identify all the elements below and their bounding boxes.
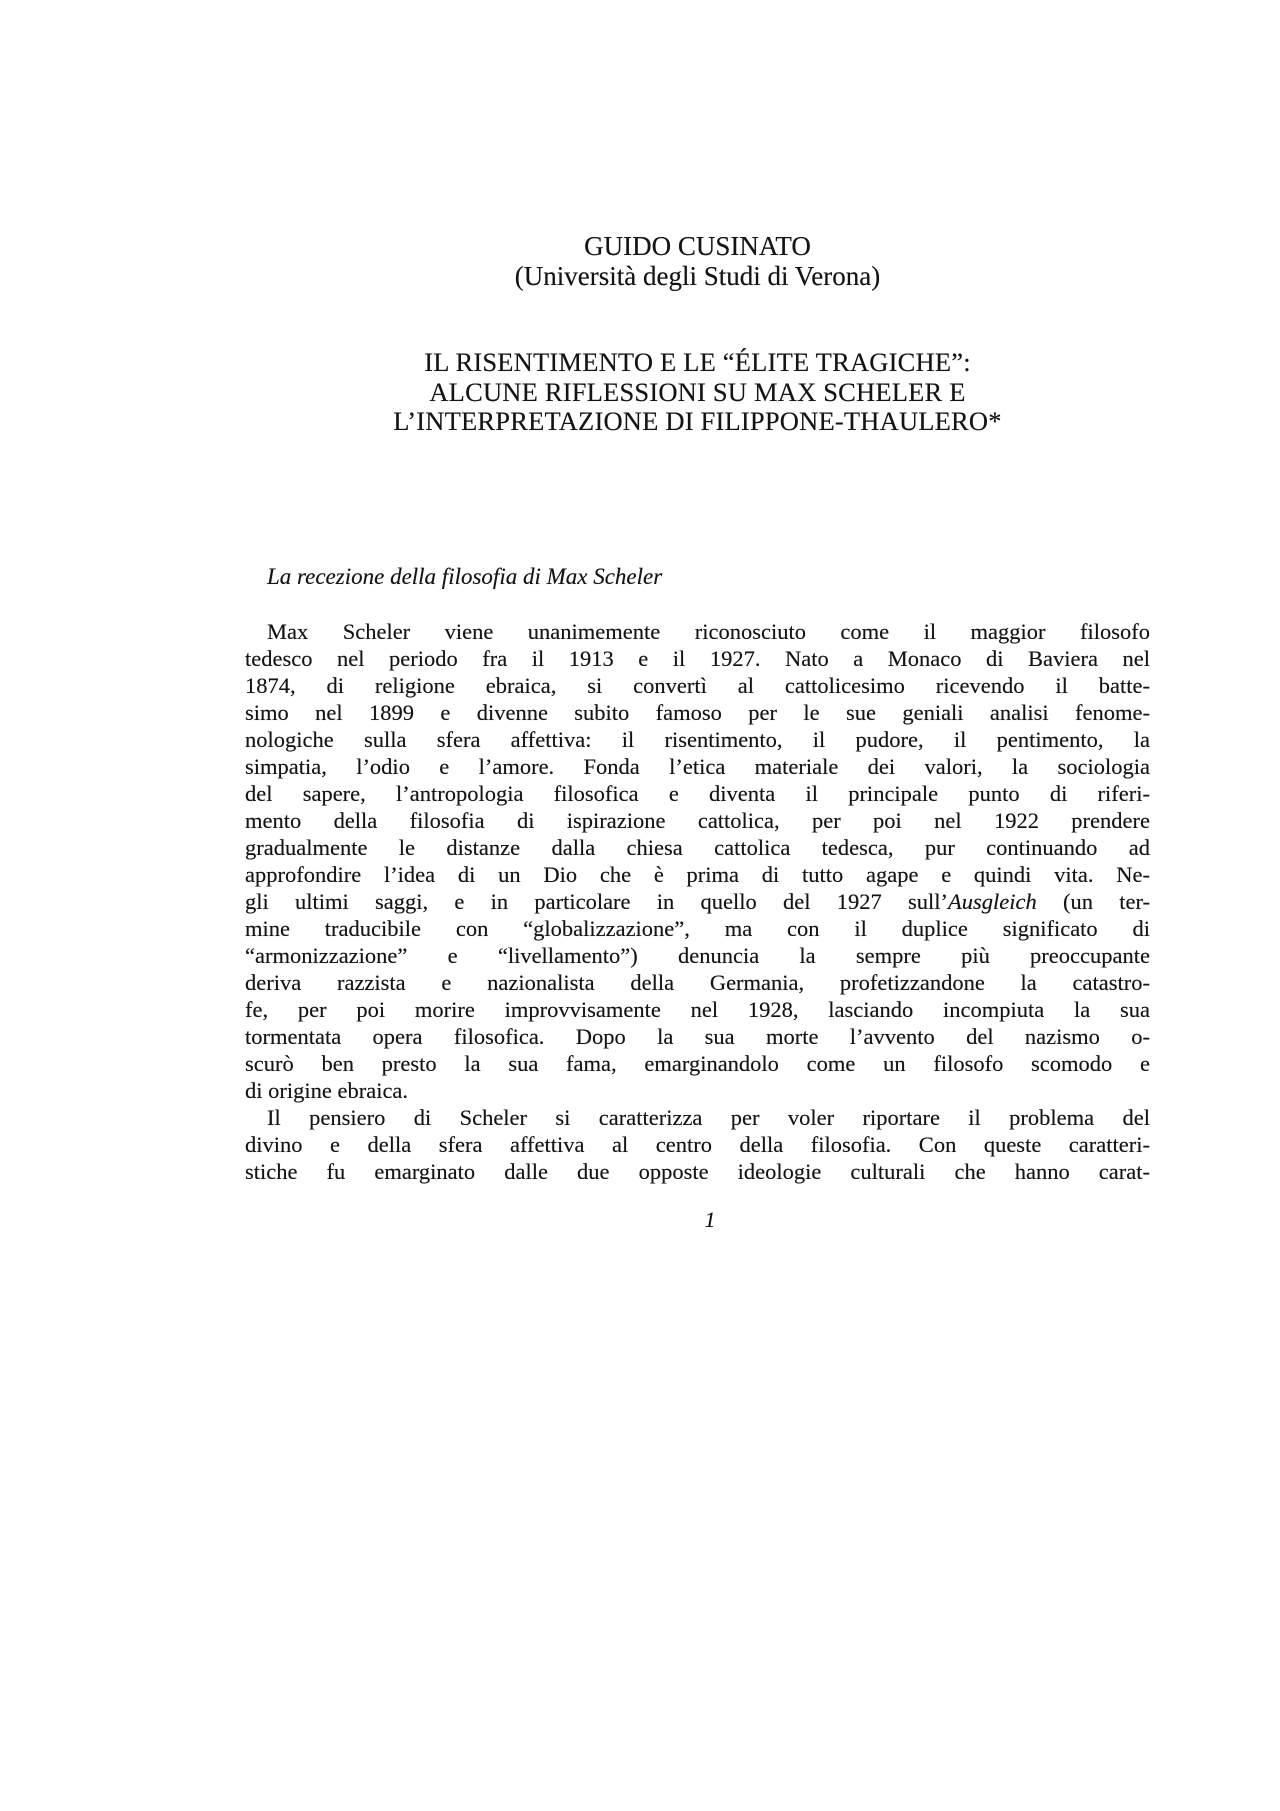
title-line: L’INTERPRETAZIONE DI FILIPPONE-THAULERO* bbox=[393, 406, 1002, 436]
body-line: 1874, di religione ebraica, si convertì al cattolicesimo ricevendo il batte- bbox=[245, 673, 1150, 698]
body-line: Max Scheler viene unanimemente riconosciuto come il maggior filosofo bbox=[267, 619, 1150, 644]
author-block bbox=[245, 231, 1150, 291]
body-line: tormentata opera filosofica. Dopo la sua morte l’avvento del nazismo o- bbox=[245, 1024, 1150, 1049]
body-line: mento della filosofia di ispirazione cattolica, per poi nel 1922 prendere bbox=[245, 808, 1150, 833]
body-line: simo nel 1899 e divenne subito famoso per le sue geniali analisi fenome- bbox=[245, 700, 1150, 725]
body-line: tedesco nel periodo fra il 1913 e il 1927. Nato a Monaco di Baviera nel bbox=[245, 646, 1150, 671]
body-line: stiche fu emarginato dalle due opposte ideologie culturali che hanno carat- bbox=[245, 1159, 1150, 1184]
section-heading: La recezione della filosofia di Max Scheler bbox=[267, 564, 663, 589]
body-text bbox=[245, 618, 1150, 1185]
body-line: nologiche sulla sfera affettiva: il risentimento, il pudore, il pentimento, la bbox=[245, 727, 1150, 752]
body-line: Il pensiero di Scheler si caratterizza per voler riportare il problema del bbox=[267, 1105, 1150, 1130]
author-affiliation: (Università degli Studi di Verona) bbox=[514, 261, 881, 291]
body-line: gradualmente le distanze dalla chiesa cattolica tedesca, pur continuando ad bbox=[245, 835, 1150, 860]
body-line: di origine ebraica. bbox=[245, 1078, 409, 1103]
body-line: simpatia, l’odio e l’amore. Fonda l’etica materiale dei valori, la sociologia bbox=[245, 754, 1150, 779]
body-line: gli ultimi saggi, e in particolare in quello del 1927 sull’Ausgleich (un ter- bbox=[245, 889, 1151, 914]
title-line: IL RISENTIMENTO E LE “ÉLITE TRAGICHE”: bbox=[424, 347, 971, 377]
body-line: deriva razzista e nazionalista della Germania, profetizzandone la catastro- bbox=[245, 970, 1150, 995]
author-name: GUIDO CUSINATO bbox=[584, 231, 811, 261]
body-line: mine traducibile con “globalizzazione”, ma con il duplice significato di bbox=[245, 916, 1150, 941]
body-line: scurò ben presto la sua fama, emarginandolo come un filosofo scomodo e bbox=[245, 1051, 1150, 1076]
body-line: del sapere, l’antropologia filosofica e diventa il principale punto di riferi- bbox=[245, 781, 1150, 806]
title-line: ALCUNE RIFLESSIONI SU MAX SCHELER E bbox=[429, 376, 966, 407]
article-title bbox=[245, 348, 1150, 437]
body-line: divino e della sfera affettiva al centro della filosofia. Con queste caratteri- bbox=[245, 1132, 1150, 1157]
body-line: fe, per poi morire improvvisamente nel 1928, lasciando incompiuta la sua bbox=[245, 997, 1150, 1022]
body-line: approfondire l’idea di un Dio che è prima di tutto agape e quindi vita. Ne- bbox=[245, 862, 1150, 887]
page-number: 1 bbox=[704, 1207, 716, 1232]
body-line: “armonizzazione” e “livellamento”) denuncia la sempre più preoccupante bbox=[245, 943, 1150, 968]
